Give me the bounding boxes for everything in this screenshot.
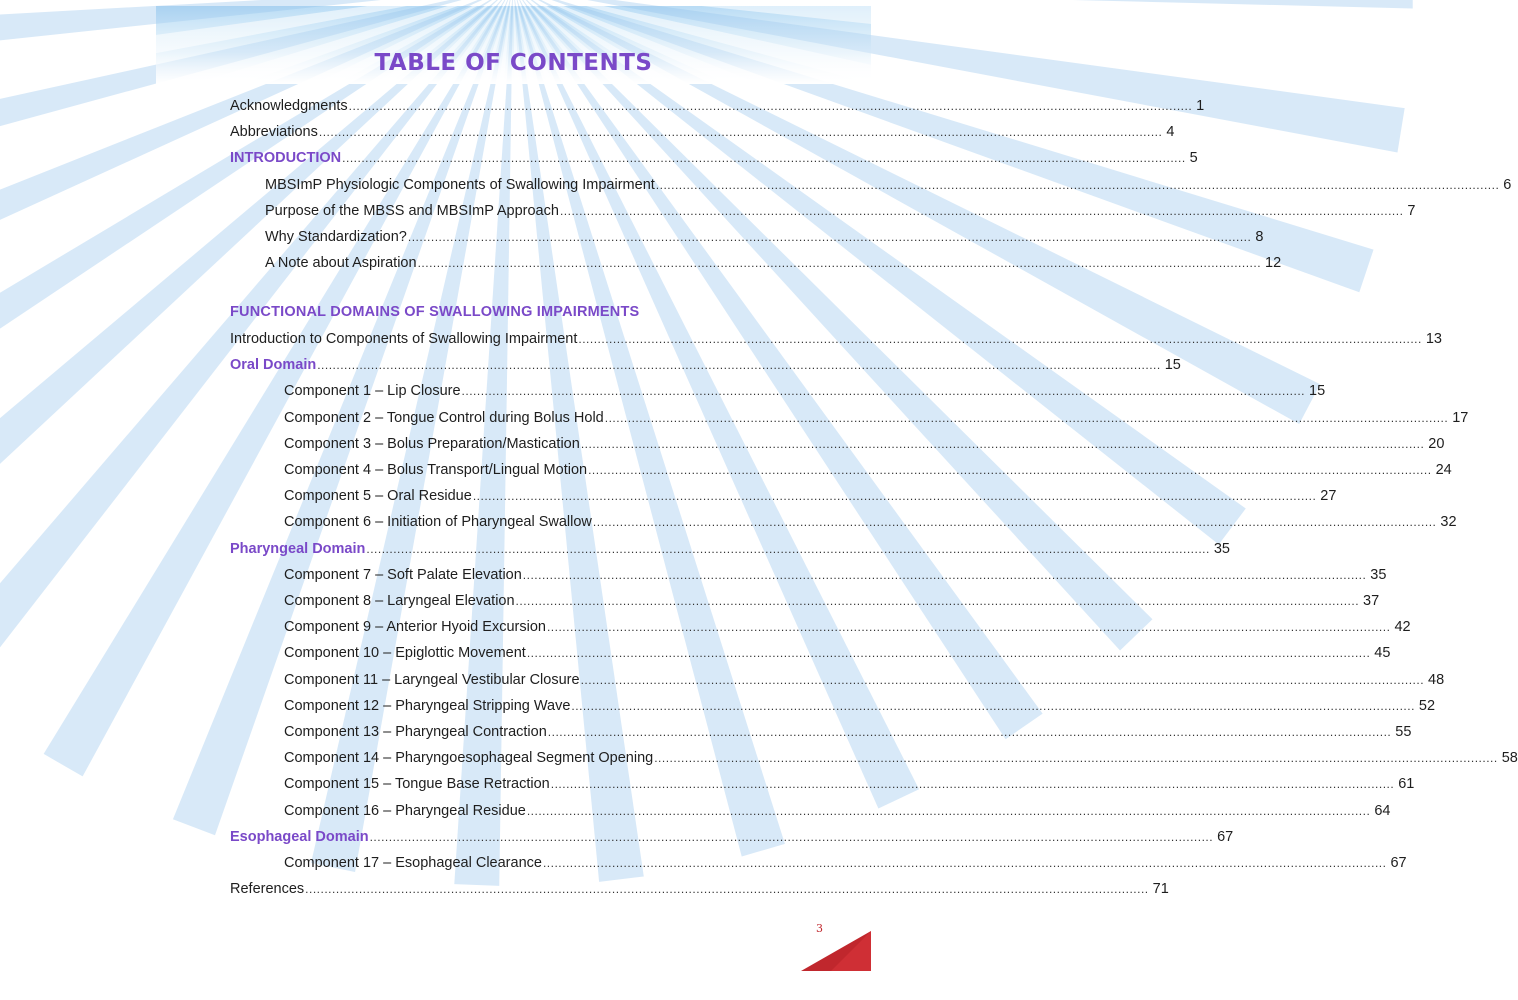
dot-leader: ............................................................................................................................................................................................................................ — [317, 358, 1161, 373]
toc-entry-page: 1 — [1196, 98, 1205, 114]
toc-entry[interactable] — [230, 227, 1264, 247]
toc-entry[interactable] — [230, 853, 1407, 873]
toc-entry-page: 20 — [1428, 435, 1445, 452]
toc-entry-page: 15 — [1309, 383, 1326, 400]
toc-entry-page: 27 — [1320, 488, 1337, 505]
dot-leader: ............................................................................................................................................................................................................................ — [571, 698, 1415, 713]
dot-leader: ............................................................................................................................................................................................................................ — [526, 646, 1371, 661]
toc-entry[interactable] — [230, 512, 1457, 532]
dot-leader: ............................................................................................................................................................................................................................ — [547, 725, 1392, 739]
toc-entry[interactable] — [230, 617, 1411, 637]
dot-leader: ............................................................................................................................................................................................................................ — [417, 256, 1262, 271]
toc-entry-label: Component 11 – Laryngeal Vestibular Closure — [284, 671, 580, 688]
dot-leader: ............................................................................................................................................................................................................................ — [472, 489, 1317, 504]
dot-leader: ............................................................................................................................................................................................................................ — [461, 384, 1306, 399]
toc-entry-label: Introduction to Components of Swallowing Impairment — [230, 331, 578, 347]
toc-entry-page: 8 — [1255, 229, 1264, 245]
toc-entry-label: Component 5 – Oral Residue — [284, 488, 472, 505]
dot-leader: ............................................................................................................................................................................................................................ — [580, 436, 1425, 451]
dot-leader: ............................................................................................................................................................................................................................ — [526, 803, 1371, 818]
toc-entry-page: 61 — [1398, 776, 1415, 793]
toc-entry-label: Component 17 – Esophageal Clearance — [284, 855, 542, 871]
dot-leader: ............................................................................................................................................................................................................................ — [366, 541, 1210, 556]
toc-entry[interactable] — [230, 122, 1175, 142]
dot-leader: ............................................................................................................................................................................................................................ — [588, 463, 1432, 477]
toc-entry-label: A Note about Aspiration — [265, 255, 417, 272]
toc-entry-page: 13 — [1425, 331, 1442, 347]
toc-entry-label: Component 2 – Tongue Control during Bolus Hold — [284, 409, 604, 426]
toc-entry[interactable] — [230, 774, 1415, 794]
toc-entry-page: 64 — [1374, 802, 1391, 819]
toc-entry-page: 71 — [1152, 881, 1169, 898]
toc-entry-page: 17 — [1452, 409, 1469, 426]
toc-entry-page: 35 — [1370, 566, 1387, 583]
dot-leader: ............................................................................................................................................................................................................................ — [654, 751, 1498, 766]
dot-leader: ............................................................................................................................................................................................................................ — [592, 515, 1437, 530]
toc-entry-page: 48 — [1428, 671, 1445, 688]
toc-entry-label: Component 14 – Pharyngoesophageal Segment Opening — [284, 750, 654, 767]
toc-entry-label: Component 1 – Lip Closure — [284, 383, 461, 400]
dot-leader: ............................................................................................................................................................................................................................ — [342, 151, 1186, 166]
toc-entry-page: 7 — [1407, 202, 1416, 219]
dot-leader: ............................................................................................................................................................................................................................ — [559, 203, 1404, 218]
toc-entry-page: 67 — [1217, 828, 1234, 845]
dot-leader: ............................................................................................................................................................................................................................ — [305, 882, 1149, 897]
toc-entry-label: Component 6 – Initiation of Pharyngeal Swallow — [284, 514, 592, 531]
toc-entry[interactable] — [230, 643, 1391, 663]
toc-entry[interactable] — [230, 539, 1230, 559]
toc-entry-label: INTRODUCTION — [230, 150, 342, 167]
dot-leader: ............................................................................................................................................................................................................................ — [542, 856, 1387, 870]
toc-entry[interactable] — [230, 591, 1380, 611]
toc-entry-page: 45 — [1374, 645, 1391, 662]
toc-entry-label: Component 10 – Epiglottic Movement — [284, 645, 526, 662]
toc-entry[interactable] — [230, 486, 1337, 506]
toc-entry-label: Component 7 – Soft Palate Elevation — [284, 566, 522, 583]
toc-entry-label: Component 15 – Tongue Base Retraction — [284, 776, 550, 793]
toc-entry-page: 58 — [1501, 750, 1518, 767]
toc-entry[interactable] — [230, 148, 1198, 168]
dot-leader: ............................................................................................................................................................................................................................ — [515, 594, 1360, 608]
toc-entry-page: 67 — [1390, 855, 1407, 871]
dot-leader: ............................................................................................................................................................................................................................ — [550, 777, 1395, 792]
red-corner-triangle-icon — [801, 931, 871, 971]
document-page — [156, 6, 1518, 994]
toc-entry[interactable] — [230, 460, 1452, 480]
toc-entry-label: MBSImP Physiologic Components of Swallowing Impairment — [265, 176, 655, 193]
toc-entry-label: Purpose of the MBSS and MBSImP Approach — [265, 202, 559, 219]
toc-entry-label: Oral Domain — [230, 357, 317, 374]
dot-leader: ............................................................................................................................................................................................................................ — [318, 125, 1163, 140]
toc-entry[interactable] — [230, 434, 1445, 454]
toc-entry-label: References — [230, 881, 305, 898]
toc-entry[interactable] — [230, 355, 1181, 375]
page-number: 3 — [816, 922, 823, 935]
dot-leader: ............................................................................................................................................................................................................................ — [348, 99, 1193, 113]
toc-entry-label: Component 8 – Laryngeal Elevation — [284, 593, 515, 609]
toc-entry-label: Component 4 – Bolus Transport/Lingual Motion — [284, 462, 588, 478]
toc-entry[interactable] — [230, 329, 1442, 349]
toc-entry-label: Component 16 – Pharyngeal Residue — [284, 802, 526, 819]
page-title: TABLE OF CONTENTS — [374, 50, 653, 76]
toc-entry-page: 5 — [1189, 150, 1198, 167]
dot-leader: ............................................................................................................................................................................................................................ — [580, 672, 1425, 687]
toc-entry-page: 42 — [1394, 619, 1411, 636]
toc-entry[interactable] — [230, 408, 1469, 428]
toc-entry-label: Pharyngeal Domain — [230, 540, 366, 557]
dot-leader: ............................................................................................................................................................................................................................ — [546, 620, 1391, 635]
toc-entry-page: 32 — [1440, 514, 1457, 531]
toc-entry-page: 37 — [1363, 593, 1380, 609]
toc-entry-page: 24 — [1435, 462, 1452, 478]
toc-entry-page: 4 — [1166, 124, 1175, 141]
toc-entry[interactable] — [230, 722, 1412, 742]
toc-entry[interactable] — [230, 827, 1234, 847]
dot-leader: ............................................................................................................................................................................................................................ — [578, 332, 1422, 346]
toc-entry-page: 6 — [1503, 176, 1512, 193]
toc-entry[interactable] — [230, 253, 1282, 273]
toc-entry[interactable] — [230, 879, 1169, 899]
toc-entry-label: Component 9 – Anterior Hyoid Excursion — [284, 619, 546, 636]
toc-entry[interactable] — [230, 696, 1436, 716]
toc-entry[interactable] — [230, 175, 1512, 195]
toc-entry[interactable] — [230, 801, 1391, 821]
toc-entry-label: Abbreviations — [230, 124, 318, 141]
toc-entry-label: Why Standardization? — [265, 229, 407, 245]
toc-entry-page: 52 — [1418, 697, 1436, 714]
toc-entry[interactable] — [230, 670, 1445, 690]
dot-leader: ............................................................................................................................................................................................................................ — [522, 567, 1367, 582]
toc-entry[interactable] — [230, 748, 1518, 768]
dot-leader: ............................................................................................................................................................................................................................ — [604, 410, 1449, 425]
dot-leader: ............................................................................................................................................................................................................................ — [407, 230, 1252, 244]
dot-leader: ............................................................................................................................................................................................................................ — [655, 177, 1500, 192]
toc-entry-page: 55 — [1395, 724, 1412, 740]
dot-leader: ............................................................................................................................................................................................................................ — [369, 829, 1214, 844]
toc-entry-page: 12 — [1265, 255, 1282, 272]
toc-entry-label: Component 13 – Pharyngeal Contraction — [284, 724, 547, 740]
toc-entry-page: 35 — [1213, 540, 1230, 557]
toc-entry[interactable] — [230, 565, 1387, 585]
toc-entry-label: Acknowledgments — [230, 98, 348, 114]
toc-entry-label: Component 12 – Pharyngeal Stripping Wave — [284, 697, 571, 714]
toc-entry-page: 15 — [1164, 357, 1181, 374]
section-heading: FUNCTIONAL DOMAINS OF SWALLOWING IMPAIRMENTS — [230, 304, 640, 320]
toc-entry-label: Esophageal Domain — [230, 828, 369, 845]
toc-entry[interactable] — [230, 381, 1326, 401]
toc-entry-label: Component 3 – Bolus Preparation/Mastication — [284, 435, 580, 452]
toc-entry[interactable] — [230, 96, 1205, 116]
toc-entry[interactable] — [230, 201, 1416, 221]
